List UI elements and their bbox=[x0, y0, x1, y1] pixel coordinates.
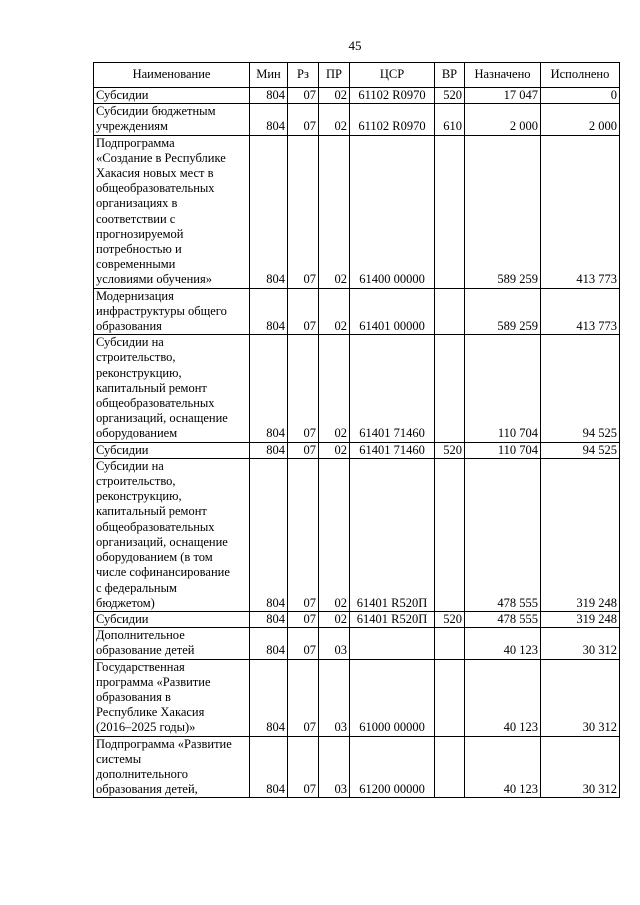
cell-name: Субсидии бюджетным учреждениям bbox=[94, 104, 250, 135]
cell-rz: 07 bbox=[288, 458, 319, 611]
cell-assigned: 589 259 bbox=[465, 135, 541, 288]
cell-assigned: 40 123 bbox=[465, 659, 541, 736]
table-row bbox=[94, 88, 620, 104]
cell-min: 804 bbox=[250, 659, 288, 736]
cell-csr: 61401 71460 bbox=[350, 335, 435, 442]
cell-csr: 61102 R0970 bbox=[350, 104, 435, 135]
cell-min: 804 bbox=[250, 335, 288, 442]
cell-pr: 02 bbox=[319, 442, 350, 458]
table-row bbox=[94, 659, 620, 736]
cell-vr: 520 bbox=[435, 442, 465, 458]
cell-pr: 02 bbox=[319, 458, 350, 611]
cell-csr: 61401 R520П bbox=[350, 611, 435, 627]
cell-pr: 02 bbox=[319, 288, 350, 335]
cell-executed: 2 000 bbox=[541, 104, 620, 135]
cell-assigned: 478 555 bbox=[465, 611, 541, 627]
cell-name: Субсидии bbox=[94, 611, 250, 627]
cell-name: Подпрограмма «Развитие системы дополнительного образования детей, bbox=[94, 736, 250, 798]
cell-min: 804 bbox=[250, 611, 288, 627]
cell-rz: 07 bbox=[288, 335, 319, 442]
page-number: 45 bbox=[348, 38, 362, 53]
cell-rz: 07 bbox=[288, 659, 319, 736]
cell-name: Субсидии на строительство, реконструкцию, капитальный ремонт общеобразовательных организаций, оснащение оборудованием (в том числе софинансирование с федеральным бюджетом) bbox=[94, 458, 250, 611]
cell-csr: 61401 R520П bbox=[350, 458, 435, 611]
cell-vr bbox=[435, 288, 465, 335]
cell-name: Субсидии bbox=[94, 442, 250, 458]
header-pr: ПР bbox=[319, 63, 350, 88]
cell-rz: 07 bbox=[288, 628, 319, 659]
cell-name: Субсидии на строительство, реконструкцию, капитальный ремонт общеобразовательных организаций, оснащение оборудованием bbox=[94, 335, 250, 442]
cell-csr: 61102 R0970 bbox=[350, 88, 435, 104]
table-row bbox=[94, 611, 620, 627]
cell-executed: 319 248 bbox=[541, 611, 620, 627]
cell-assigned: 110 704 bbox=[465, 442, 541, 458]
cell-csr bbox=[350, 628, 435, 659]
cell-vr bbox=[435, 628, 465, 659]
cell-min: 804 bbox=[250, 736, 288, 798]
cell-csr: 61200 00000 bbox=[350, 736, 435, 798]
cell-name: Модернизация инфраструктуры общего образования bbox=[94, 288, 250, 335]
table-row bbox=[94, 442, 620, 458]
table-row bbox=[94, 135, 620, 288]
cell-min: 804 bbox=[250, 458, 288, 611]
cell-rz: 07 bbox=[288, 88, 319, 104]
cell-name: Дополнительное образование детей bbox=[94, 628, 250, 659]
cell-rz: 07 bbox=[288, 104, 319, 135]
cell-name: Государственная программа «Развитие образования в Республике Хакасия (2016–2025 годы)» bbox=[94, 659, 250, 736]
cell-assigned: 589 259 bbox=[465, 288, 541, 335]
cell-assigned: 40 123 bbox=[465, 736, 541, 798]
cell-pr: 03 bbox=[319, 736, 350, 798]
cell-rz: 07 bbox=[288, 611, 319, 627]
header-csr: ЦСР bbox=[350, 63, 435, 88]
cell-csr: 61401 00000 bbox=[350, 288, 435, 335]
cell-executed: 319 248 bbox=[541, 458, 620, 611]
cell-min: 804 bbox=[250, 104, 288, 135]
cell-vr bbox=[435, 335, 465, 442]
header-assigned: Назначено bbox=[465, 63, 541, 88]
cell-name: Субсидии bbox=[94, 88, 250, 104]
table-row bbox=[94, 736, 620, 798]
cell-vr bbox=[435, 736, 465, 798]
cell-pr: 03 bbox=[319, 659, 350, 736]
cell-executed: 30 312 bbox=[541, 628, 620, 659]
cell-min: 804 bbox=[250, 628, 288, 659]
cell-executed: 413 773 bbox=[541, 288, 620, 335]
cell-min: 804 bbox=[250, 88, 288, 104]
cell-csr: 61400 00000 bbox=[350, 135, 435, 288]
cell-executed: 94 525 bbox=[541, 442, 620, 458]
cell-assigned: 2 000 bbox=[465, 104, 541, 135]
table-row bbox=[94, 335, 620, 442]
cell-rz: 07 bbox=[288, 135, 319, 288]
cell-executed: 30 312 bbox=[541, 736, 620, 798]
header-name: Наименование bbox=[94, 63, 250, 88]
header-executed: Исполнено bbox=[541, 63, 620, 88]
cell-pr: 02 bbox=[319, 88, 350, 104]
cell-pr: 02 bbox=[319, 335, 350, 442]
cell-rz: 07 bbox=[288, 442, 319, 458]
header-min: Мин bbox=[250, 63, 288, 88]
table-row bbox=[94, 288, 620, 335]
cell-vr bbox=[435, 135, 465, 288]
cell-vr: 520 bbox=[435, 611, 465, 627]
header-rz: Рз bbox=[288, 63, 319, 88]
cell-vr bbox=[435, 659, 465, 736]
cell-min: 804 bbox=[250, 135, 288, 288]
cell-csr: 61000 00000 bbox=[350, 659, 435, 736]
table-row bbox=[94, 458, 620, 611]
cell-executed: 0 bbox=[541, 88, 620, 104]
cell-assigned: 40 123 bbox=[465, 628, 541, 659]
cell-rz: 07 bbox=[288, 288, 319, 335]
budget-table bbox=[93, 62, 620, 798]
cell-executed: 30 312 bbox=[541, 659, 620, 736]
cell-pr: 03 bbox=[319, 628, 350, 659]
cell-vr: 610 bbox=[435, 104, 465, 135]
cell-pr: 02 bbox=[319, 135, 350, 288]
table-header-row bbox=[94, 63, 620, 88]
cell-pr: 02 bbox=[319, 104, 350, 135]
cell-vr: 520 bbox=[435, 88, 465, 104]
cell-pr: 02 bbox=[319, 611, 350, 627]
header-vr: ВР bbox=[435, 63, 465, 88]
cell-rz: 07 bbox=[288, 736, 319, 798]
cell-vr bbox=[435, 458, 465, 611]
cell-assigned: 110 704 bbox=[465, 335, 541, 442]
cell-min: 804 bbox=[250, 442, 288, 458]
cell-csr: 61401 71460 bbox=[350, 442, 435, 458]
cell-assigned: 478 555 bbox=[465, 458, 541, 611]
cell-assigned: 17 047 bbox=[465, 88, 541, 104]
table-row bbox=[94, 628, 620, 659]
cell-min: 804 bbox=[250, 288, 288, 335]
cell-executed: 413 773 bbox=[541, 135, 620, 288]
cell-name: Подпрограмма «Создание в Республике Хакасия новых мест в общеобразовательных организациях в соответствии с прогнозируемой потребностью и современными условиями обучения» bbox=[94, 135, 250, 288]
table-row bbox=[94, 104, 620, 135]
cell-executed: 94 525 bbox=[541, 335, 620, 442]
